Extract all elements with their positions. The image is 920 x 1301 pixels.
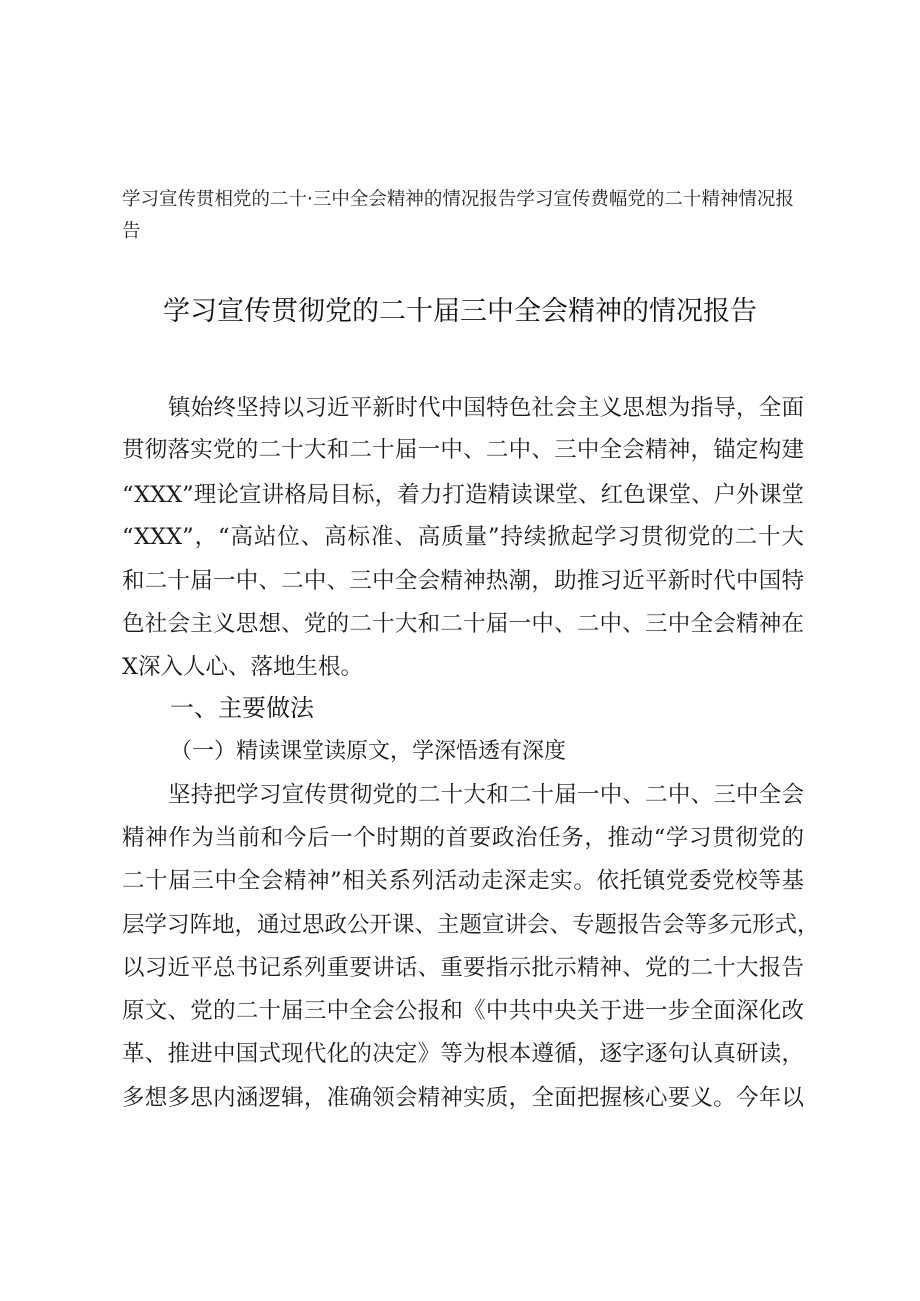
body-line-6: 原文、党的二十届三中全会公报和《中共中央关于进一步全面深化改	[122, 998, 804, 1024]
intro-line-1: 镇始终坚持以习近平新时代中国特色社会主义思想为指导，全面	[168, 395, 804, 421]
document-title: 学习宣传贯彻党的二十届三中全会精神的情况报告	[163, 296, 757, 327]
intro-line-7: X深入人心、落地生根。	[122, 654, 364, 680]
body-line-7: 革、推进中国式现代化的决定》等为根本遵循，逐字逐句认真研读，	[122, 1041, 804, 1067]
body-line-3: 二十届三中全会精神”相关系列活动走深走实。依托镇党委党校等基	[122, 868, 804, 894]
header-text-line-1: 学习宣传贯相党的二十·三中全会精神的情况报告学习宣传费幅党的二十精神情况报	[122, 189, 794, 210]
section-heading: 一、主要做法	[170, 694, 314, 722]
intro-line-2: 贯彻落实党的二十大和二十届一中、二中、三中全会精神，锚定构建	[122, 437, 804, 463]
body-line-2: 精神作为当前和今后一个时期的首要政治任务，推动“学习贯彻党的	[122, 825, 804, 851]
intro-line-4: “XXX”，“高站位、高标准、高质量”持续掀起学习贯彻党的二十大	[122, 524, 804, 550]
body-line-5: 以习近平总书记系列重要讲话、重要指示批示精神、党的二十大报告	[122, 955, 804, 981]
body-line-4: 层学习阵地，通过思政公开课、主题宣讲会、专题报告会等多元形式，	[122, 912, 820, 938]
body-line-1: 坚持把学习宣传贯彻党的二十大和二十届一中、二中、三中全会	[168, 782, 804, 808]
intro-line-3: “XXX”理论宣讲格局目标，着力打造精读课堂、红色课堂、户外课堂	[122, 482, 804, 508]
body-line-8: 多想多思内涵逻辑，准确领会精神实质，全面把握核心要义。今年以	[122, 1085, 804, 1111]
intro-line-5: 和二十届一中、二中、三中全会精神热潮，助推习近平新时代中国特	[122, 568, 804, 594]
header-text-line-2: 告	[122, 221, 141, 242]
subsection-heading: （一）精读课堂读原文，学深悟透有深度	[170, 739, 567, 764]
intro-line-6: 色社会主义思想、党的二十大和二十届一中、二中、三中全会精神在	[122, 611, 804, 637]
